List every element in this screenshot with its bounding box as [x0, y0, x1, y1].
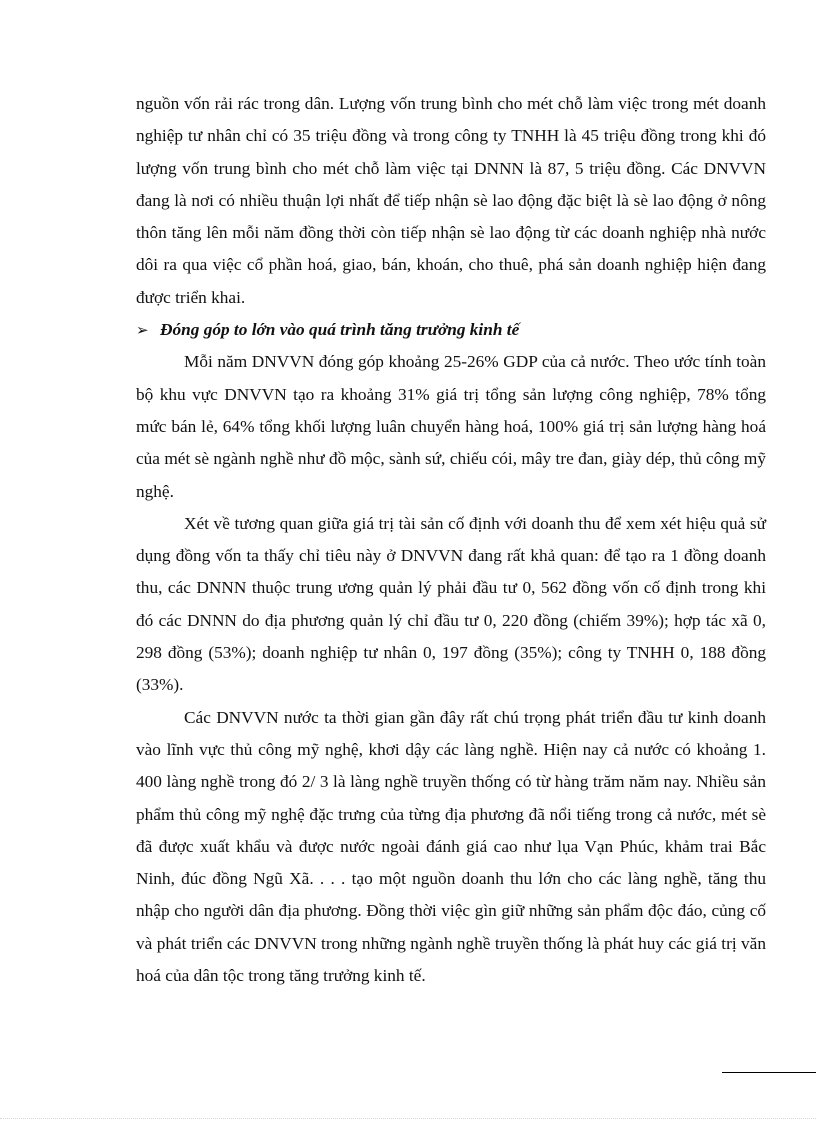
paragraph-capital-efficiency: Xét về tương quan giữa giá trị tài sản cố định với doanh thu để xem xét hiệu quả sử dụng đồng vốn ta thấy chỉ tiêu này ở DNVVN đang rất khả quan: để tạo ra 1 đồng doanh thu, các DNNN thuộc trung ương quản lý phải đầu tư 0, 562 đồng vốn cố định trong khi đó các DNNN do địa phương quản lý chỉ đầu tư 0, 220 đồng (chiếm 39%); hợp tác xã 0, 298 đồng (53%); doanh nghiệp tư nhân 0, 197 đồng (35%); công ty TNHH 0, 188 đồng (33%). — [136, 513, 766, 695]
paragraph-intro: nguồn vốn rải rác trong dân. Lượng vốn trung bình cho mét chỗ làm việc trong mét doanh nghiệp tư nhân chỉ có 35 triệu đồng và trong công ty TNHH là 45 triệu đồng trong khi đó lượng vốn trung bình cho mét chỗ làm việc tại DNNN là 87, 5 triệu đồng. Các DNVVN đang là nơi có nhiều thuận lợi nhất để tiếp nhận sè lao động đặc biệt là sè lao động ở nông thôn tăng lên mỗi năm đồng thời còn tiếp nhận sè lao động từ các doanh nghiệp nhà nước dôi ra qua việc cổ phần hoá, giao, bán, khoán, cho thuê, phá sản doanh nghiệp hiện đang được triển khai. — [136, 94, 766, 307]
arrow-bullet-icon: ➢ — [136, 321, 149, 340]
document-page — [136, 88, 766, 992]
section-heading-text: Đóng góp to lớn vào quá trình tăng trưởng kinh tế — [160, 320, 520, 340]
paragraph-gdp: Mỗi năm DNVVN đóng góp khoảng 25-26% GDP của cả nước. Theo ước tính toàn bộ khu vực DNVVN tạo ra khoảng 31% giá trị tổng sản lượng công nghiệp, 78% tổng mức bán lẻ, 64% tổng khối lượng luân chuyển hàng hoá, 100% giá trị sản lượng hàng hoá của mét sè ngành nghề như đồ mộc, sành sứ, chiếu cói, mây tre đan, giày dép, thủ công mỹ nghệ. — [136, 352, 766, 501]
footnote-separator — [722, 1072, 816, 1073]
page-bottom-border — [0, 1118, 816, 1119]
paragraph-craft-villages: Các DNVVN nước ta thời gian gần đây rất chú trọng phát triển đầu tư kinh doanh vào lĩnh vực thủ công mỹ nghệ, khơi dậy các làng nghề. Hiện nay cả nước có khoảng 1. 400 làng nghề trong đó 2/ 3 là làng nghề truyền thống có từ hàng trăm năm nay. Nhiều sản phẩm thủ công mỹ nghệ đặc trưng của từng địa phương đã nổi tiếng trong cả nước, mét sè đã được xuất khẩu và được nước ngoài đánh giá cao như lụa Vạn Phúc, khảm trai Bắc Ninh, đúc đồng Ngũ Xã. . . . tạo một nguồn doanh thu lớn cho các làng nghề, tăng thu nhập cho người dân địa phương. Đồng thời việc gìn giữ những sản phẩm độc đáo, củng cố và phát triển các DNVVN trong những ngành nghề truyền thống là phát huy các giá trị văn hoá của dân tộc trong tăng trưởng kinh tế. — [136, 707, 766, 986]
section-heading — [136, 314, 766, 346]
